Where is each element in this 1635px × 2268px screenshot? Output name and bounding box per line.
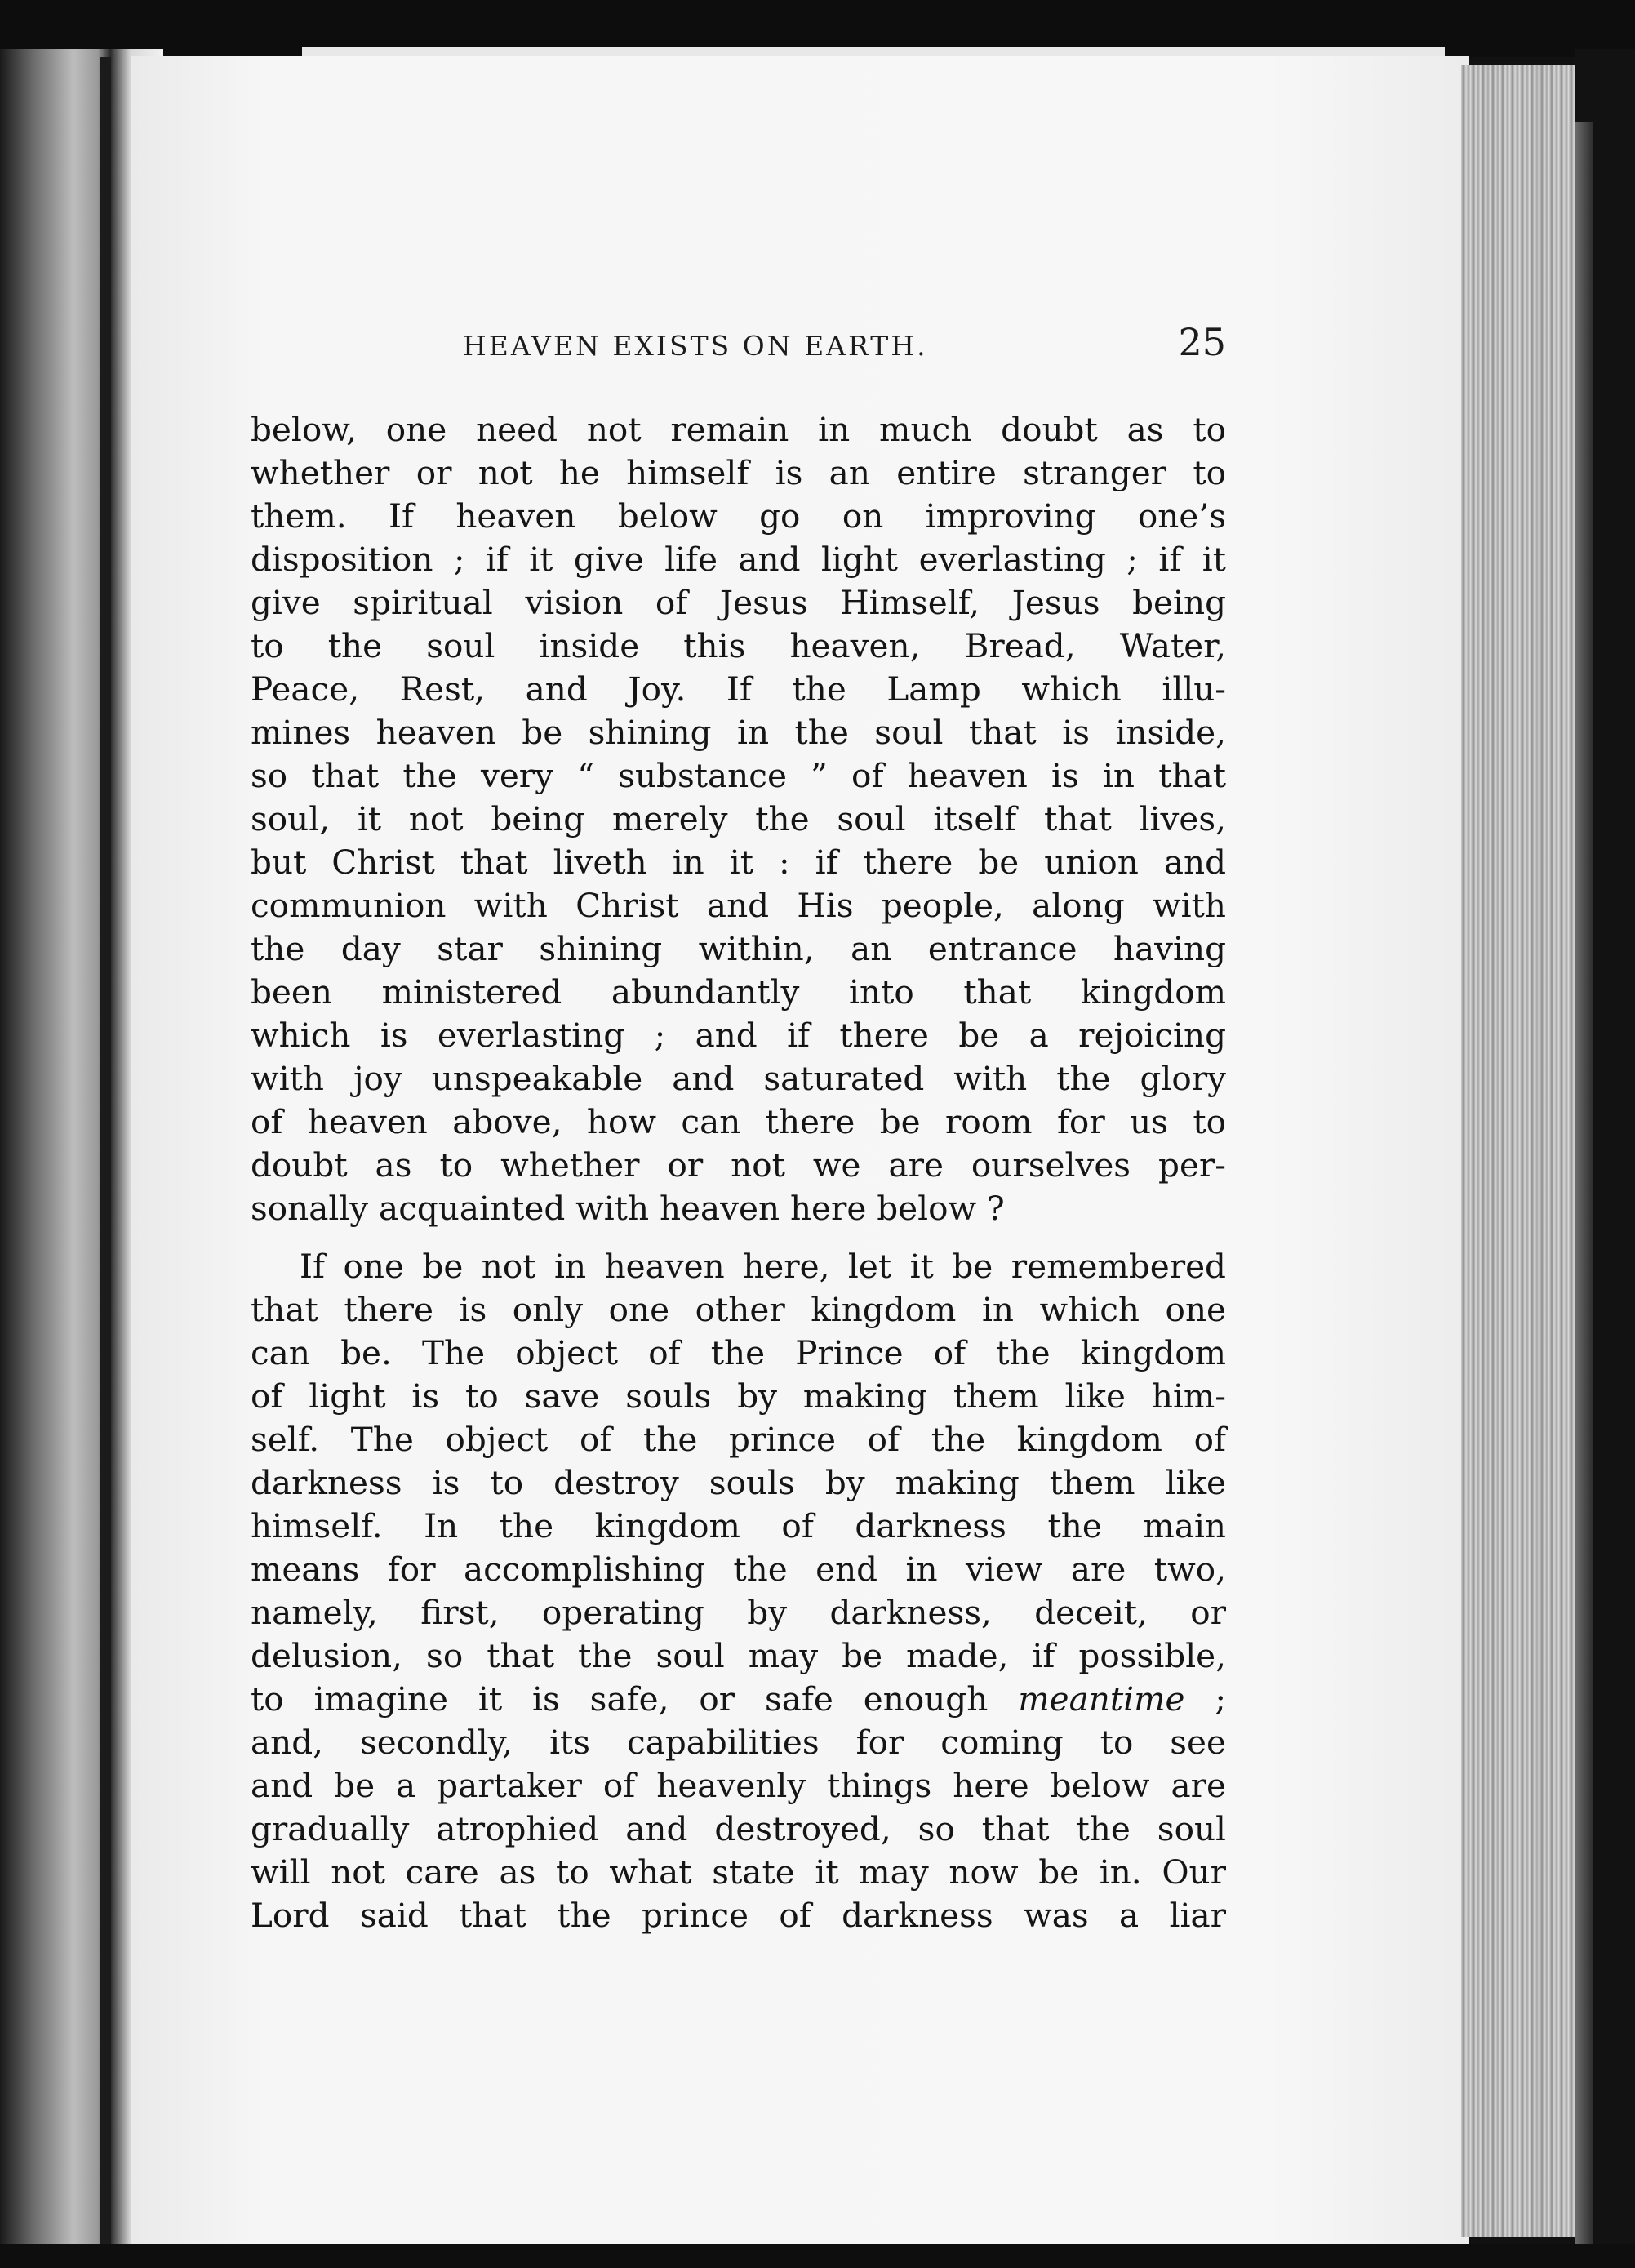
page-header (251, 320, 1226, 377)
text-line: If one be not in heaven here, let it be remembered (300, 1247, 1226, 1286)
text-line: them. If heaven below go on improving one’s (251, 496, 1226, 536)
text-line: himself. In the kingdom of darkness the main (251, 1506, 1226, 1545)
italic-word: meantime (1018, 1679, 1185, 1719)
text-line: of heaven above, how can there be room for us to (251, 1102, 1226, 1141)
text-line: self. The object of the prince of the kingdom of (251, 1420, 1226, 1459)
text-line: namely, first, operating by darkness, deceit, or (251, 1593, 1226, 1632)
text-line-with-italic (251, 1678, 1226, 1721)
text-line: mines heaven be shining in the soul that is inside, (251, 713, 1226, 752)
paragraph-2 (251, 1245, 1226, 1937)
text-line: Peace, Rest, and Joy. If the Lamp which illu- (251, 669, 1226, 709)
paragraph-1 (251, 408, 1226, 1230)
text-line: will not care as to what state it may now be in. Our (251, 1852, 1226, 1892)
text-line: sonally acquainted with heaven here below ? (251, 1189, 1005, 1228)
running-head: HEAVEN EXISTS ON EARTH. (463, 330, 928, 362)
text-line: of light is to save souls by making them like him- (251, 1376, 1226, 1416)
text-segment: ; (1184, 1679, 1227, 1719)
text-line: gradually atrophied and destroyed, so that the soul (251, 1809, 1226, 1848)
text-line: soul, it not being merely the soul itself that lives, (251, 799, 1226, 838)
text-line: that there is only one other kingdom in which one (251, 1290, 1226, 1329)
text-line: the day star shining within, an entrance having (251, 929, 1226, 968)
text-line: communion with Christ and His people, along with (251, 886, 1226, 925)
text-line: give spiritual vision of Jesus Himself, Jesus being (251, 583, 1226, 622)
text-line: so that the very “ substance ” of heaven is in that (251, 756, 1226, 795)
binding-shadow (100, 57, 111, 2261)
page-number: 25 (1178, 320, 1226, 364)
text-line: below, one need not remain in much doubt as to (251, 410, 1226, 449)
text-line: whether or not he himself is an entire stranger to (251, 453, 1226, 492)
text-line: been ministered abundantly into that kingdom (251, 972, 1226, 1012)
text-line: darkness is to destroy souls by making them like (251, 1463, 1226, 1502)
text-line: and, secondly, its capabilities for coming to see (251, 1723, 1226, 1762)
text-line: can be. The object of the Prince of the kingdom (251, 1333, 1226, 1372)
text-line: with joy unspeakable and saturated with the glory (251, 1059, 1226, 1098)
page-edges-stack (1461, 65, 1575, 2237)
scan-bottom-edge (0, 2244, 1635, 2268)
book-cover-edge (1575, 122, 1593, 2261)
text-line: doubt as to whether or not we are ourselves per- (251, 1145, 1226, 1185)
text-line: disposition ; if it give life and light everlasting ; if it (251, 540, 1226, 579)
text-line: delusion, so that the soul may be made, if possible, (251, 1636, 1226, 1675)
text-line: which is everlasting ; and if there be a rejoicing (251, 1016, 1226, 1055)
text-line: and be a partaker of heavenly things here below are (251, 1766, 1226, 1805)
body-text (251, 408, 1226, 1937)
text-line: Lord said that the prince of darkness was a liar (251, 1896, 1226, 1935)
text-line: means for accomplishing the end in view are two, (251, 1550, 1226, 1589)
text-line: but Christ that liveth in it : if there be union and (251, 843, 1226, 882)
text-segment: to imagine it is safe, or safe enough (251, 1679, 989, 1719)
text-line: to the soul inside this heaven, Bread, Water, (251, 626, 1226, 665)
